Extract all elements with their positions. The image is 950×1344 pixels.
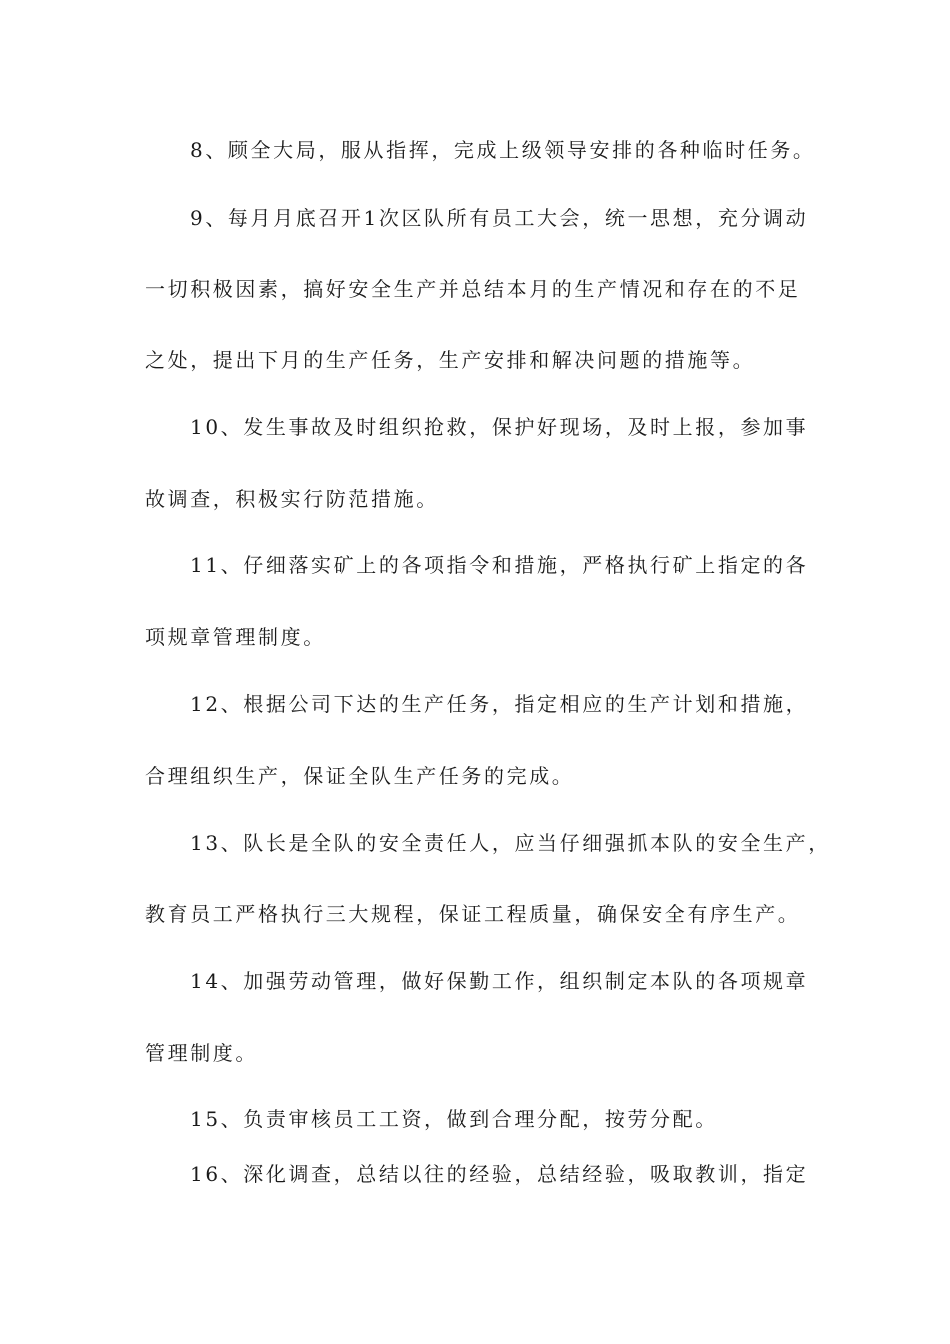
- paragraph-14-line-2: 管理制度。: [145, 1041, 258, 1065]
- paragraph-16-line-1: 16、深化调查，总结以往的经验，总结经验，吸取教训，指定: [190, 1162, 809, 1186]
- paragraph-13-line-2: 教育员工严格执行三大规程，保证工程质量，确保安全有序生产。: [145, 902, 801, 926]
- paragraph-10-line-2: 故调查，积极实行防范措施。: [145, 487, 439, 511]
- paragraph-9-line-1: 9、每月月底召开1次区队所有员工大会，统一思想，充分调动: [190, 206, 809, 230]
- paragraph-12-line-1: 12、根据公司下达的生产任务，指定相应的生产计划和措施，: [190, 692, 809, 716]
- paragraph-8-line-1: 8、顾全大局，服从指挥，完成上级领导安排的各种临时任务。: [190, 138, 816, 162]
- paragraph-12-line-2: 合理组织生产，保证全队生产任务的完成。: [145, 764, 575, 788]
- paragraph-11-line-1: 11、仔细落实矿上的各项指令和措施，严格执行矿上指定的各: [190, 553, 809, 577]
- paragraph-15-line-1: 15、负责审核员工工资，做到合理分配，按劳分配。: [190, 1107, 718, 1131]
- paragraph-13-line-1: 13、队长是全队的安全责任人，应当仔细强抓本队的安全生产，: [190, 831, 831, 855]
- paragraph-11-line-2: 项规章管理制度。: [145, 625, 326, 649]
- paragraph-9-line-2: 一切积极因素，搞好安全生产并总结本月的生产情况和存在的不足: [145, 277, 801, 301]
- paragraph-9-line-3: 之处，提出下月的生产任务，生产安排和解决问题的措施等。: [145, 348, 756, 372]
- paragraph-10-line-1: 10、发生事故及时组织抢救，保护好现场，及时上报，参加事: [190, 415, 809, 439]
- paragraph-14-line-1: 14、加强劳动管理，做好保勤工作，组织制定本队的各项规章: [190, 969, 809, 993]
